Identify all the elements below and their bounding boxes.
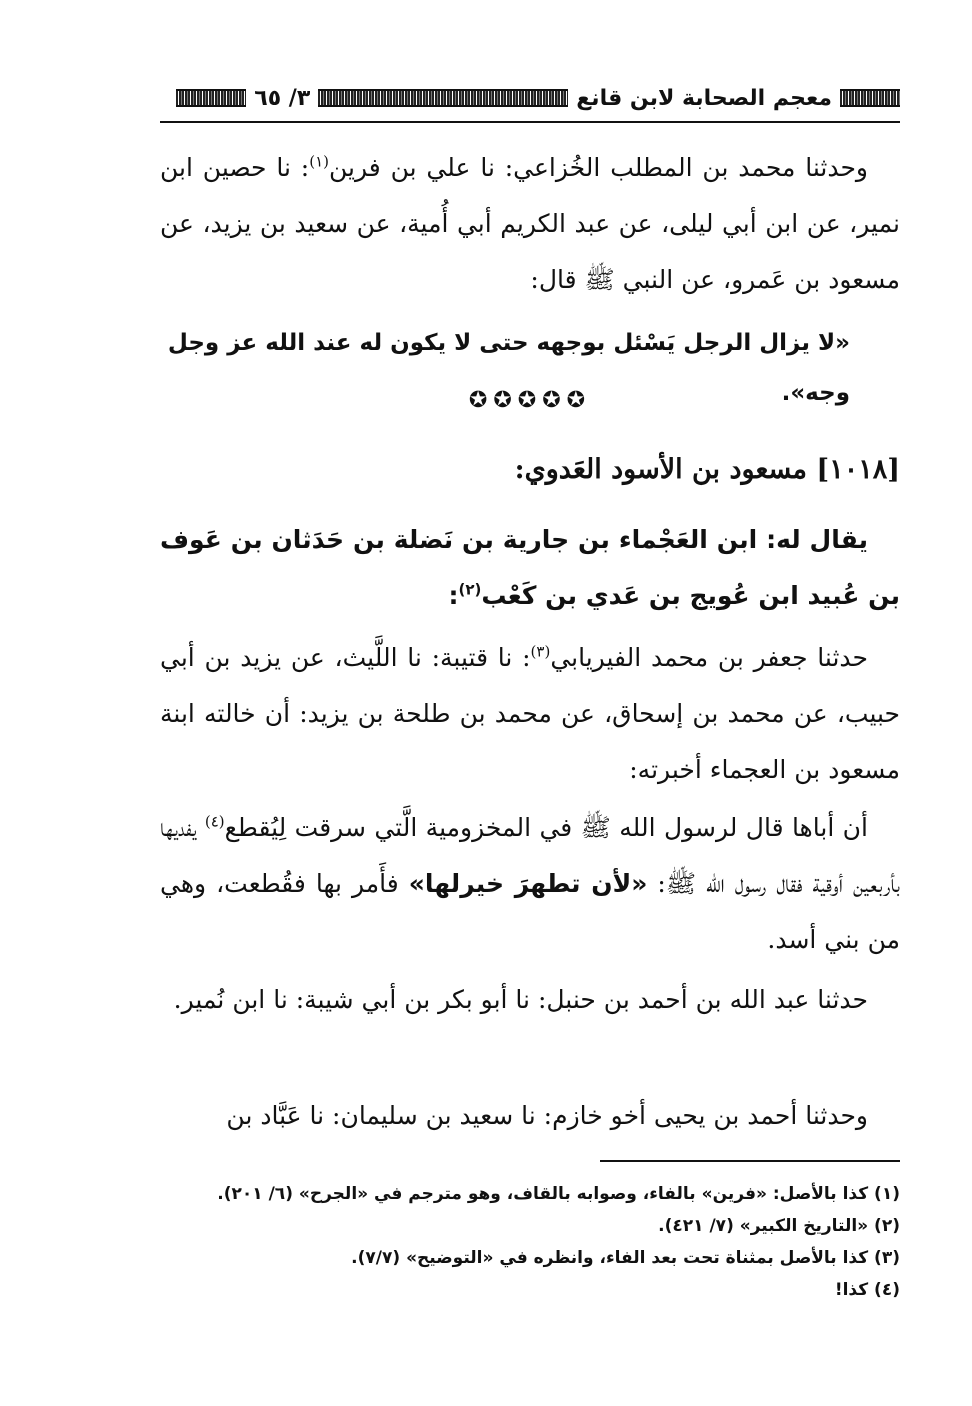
footnote-1: (١) كذا بالأصل: «فرين» بالفاء، وصوابه بالقاف، وهو مترجم في «الجرح» (٦/ ٢٠١). [217,1184,900,1204]
text-segment: حدثنا جعفر بن محمد الفيريابي [550,643,868,672]
star-ornaments: ✪✪✪✪✪ [468,388,592,413]
header-rule [160,121,900,123]
header-title: معجم الصحابة لابن قانع [576,85,832,111]
paragraph-isnad-1 [160,140,900,308]
text-segment: : نا حصين ابن نمير، عن ابن أبي ليلى، عن عبد الكريم أبي أُمية، عن سعيد بن يزيد، عن مسعود بن عَمرو، عن النبي ﷺ قال: [160,153,900,294]
paragraph-text: حدثنا عبد الله بن أحمد بن حنبل: نا أبو بكر بن أبي شيبة: نا ابن نُمير. [173,985,868,1014]
paragraph-narration [160,800,900,968]
footnote-ref-3: (٣) [530,642,551,661]
text-segment: : [448,581,459,610]
text-segment: أن أباها قال لرسول الله ﷺ في المخزومية الَّتي سرقت لِيُقطع [224,813,868,842]
entry-genealogy [160,512,900,624]
paragraph-text [160,140,900,308]
header-ornament-left [176,89,246,107]
footnote-4: (٤) كذا! [834,1280,900,1300]
paragraph-isnad-2 [160,630,900,798]
header-ornament-middle [318,89,568,107]
header-ornament-right [840,89,900,107]
footnote-ref-4: (٤) [204,812,225,831]
footnote-rule [600,1160,900,1162]
paragraph-text [160,630,900,798]
header-page-number: ٣/ ٦٥ [254,85,311,111]
section-separator [160,388,900,413]
paragraph-isnad-3 [160,972,900,1028]
hadith-quote: «لا يزال الرجل يَسْئل بوجهه حتى لا يكون له عند الله عز وجل وجه». [167,330,850,406]
text-segment: فأَمر بها فقُطعت، وهي من بني أسد. [160,869,900,954]
running-header [160,82,900,114]
entry-name: مسعود بن الأسود العَدوي: [514,454,808,485]
paragraph-isnad-4 [160,1088,900,1144]
footnote-2: (٢) «التاريخ الكبير» (٧/ ٤٢١). [658,1216,900,1236]
genealogy-text [160,512,900,624]
text-segment: : نا قتيبة: نا اللَّيث، عن يزيد بن أبي حبيب، عن محمد بن إسحاق، عن محمد بن طلحة بن يزيد: أن خالته ابنة مسعود بن العجماء أخبرته: [160,643,900,784]
paragraph-text [160,800,900,968]
entry-title [160,442,900,498]
prophet-quote: «لأن تطهرَ خيرلها» [408,869,648,898]
footnotes [160,1178,900,1306]
entry-number: [١٠١٨] [816,454,900,485]
entry-heading [160,442,900,498]
footnote-ref-2: (٢) [458,580,482,599]
footnote-ref-1: (١) [309,152,329,171]
paragraph-text: وحدثنا أحمد بن يحيى أخو خازم: نا سعيد بن سليمان: نا عَبَّاد بن [226,1101,868,1130]
text-segment: يفديها بأربعين أوقية فقال رسول الله ﷺ: [160,813,900,898]
footnote-3: (٣) كذا بالأصل بمثناة تحت بعد الفاء، وانظره في «التوضيح» (٧/٧). [351,1248,900,1268]
text-segment: وحدثنا محمد بن المطلب الخُزاعي: نا علي بن فرين [329,153,869,182]
text-segment: يقال له: ابن العَجْماء بن جارية بن نَضلة بن حَدَثان بن عَوف بن عُبيد ابن عُويج بن عَدي بن كَعْب [160,525,900,610]
